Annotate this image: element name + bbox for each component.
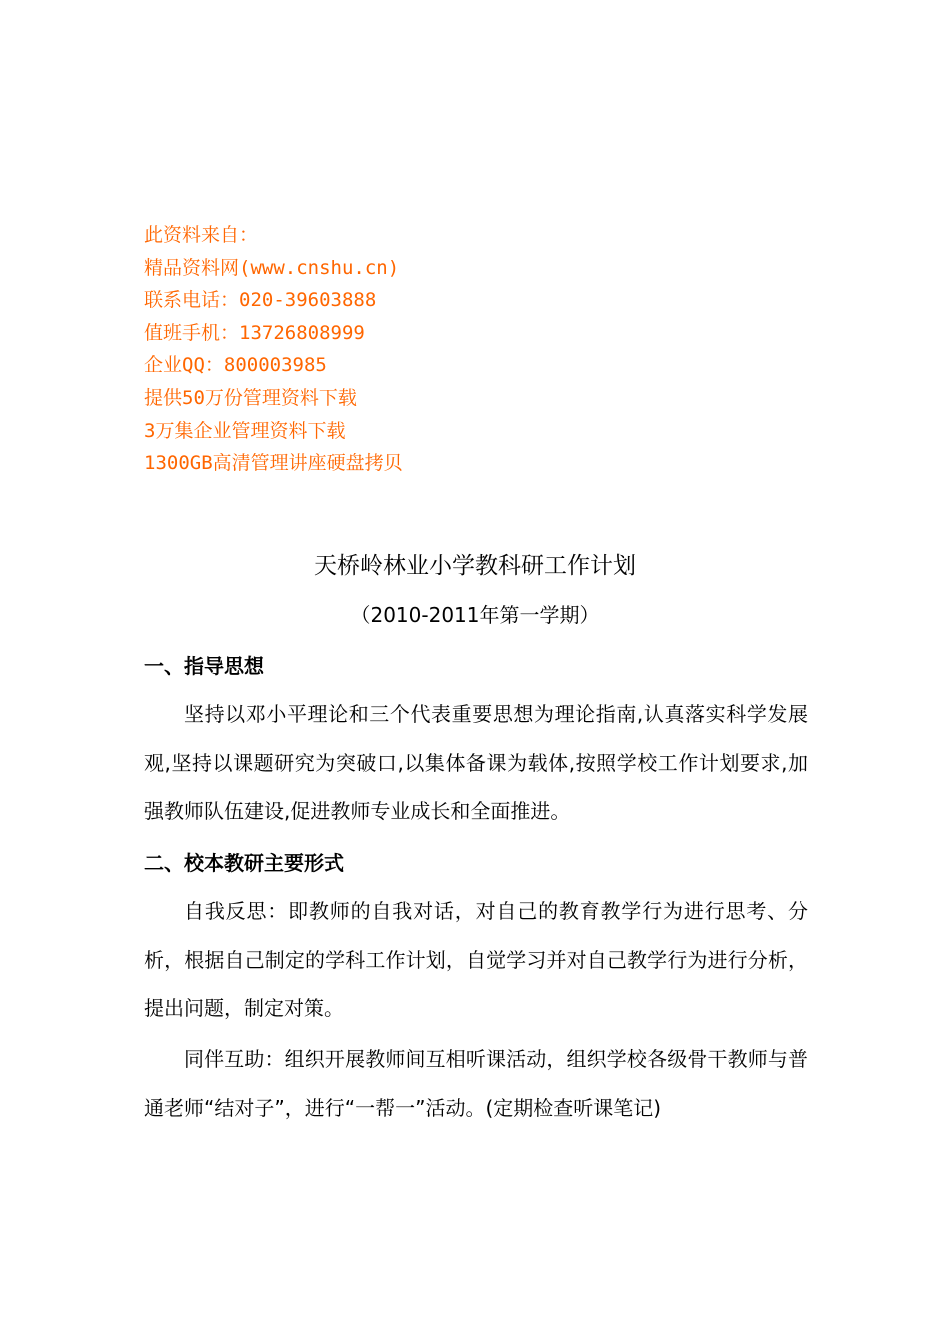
document-subtitle: （2010-2011年第一学期） — [350, 603, 600, 627]
source-line-offer-3: 1300GB高清管理讲座硬盘拷贝 — [144, 452, 403, 475]
source-info-block — [144, 219, 403, 480]
source-line-from: 此资料来自： — [144, 224, 259, 246]
source-line-mobile: 值班手机：13726808999 — [144, 321, 365, 344]
paragraph-self-reflection: 自我反思：即教师的自我对话，对自己的教育教学行为进行思考、分析，根据自己制定的学科工作计划，自觉学习并对自己教学行为进行分析，提出问题，制定对策。 — [144, 899, 808, 1020]
source-line-offer-2: 3万集企业管理资料下载 — [144, 419, 346, 442]
source-line-phone: 联系电话：020-39603888 — [144, 289, 377, 312]
source-line-offer-1: 提供50万份管理资料下载 — [144, 386, 357, 409]
source-line-qq: 企业QQ：800003985 — [144, 354, 327, 377]
section-heading-research-forms: 二、校本教研主要形式 — [144, 851, 344, 875]
document-title: 天桥岭林业小学教科研工作计划 — [314, 553, 636, 579]
paragraph-peer-help: 同伴互助：组织开展教师间互相听课活动，组织学校各级骨干教师与普通老师“结对子”，进行“一帮一”活动。(定期检查听课笔记) — [144, 1047, 808, 1120]
paragraph-guiding-thought: 坚持以邓小平理论和三个代表重要思想为理论指南,认真落实科学发展观,坚持以课题研究为突破口,以集体备课为载体,按照学校工作计划要求,加强教师队伍建设,促进教师专业成长和全面推进。 — [144, 702, 808, 823]
section-heading-guiding-thought: 一、指导思想 — [144, 654, 264, 678]
source-line-website: 精品资料网(www.cnshu.cn) — [144, 256, 400, 279]
